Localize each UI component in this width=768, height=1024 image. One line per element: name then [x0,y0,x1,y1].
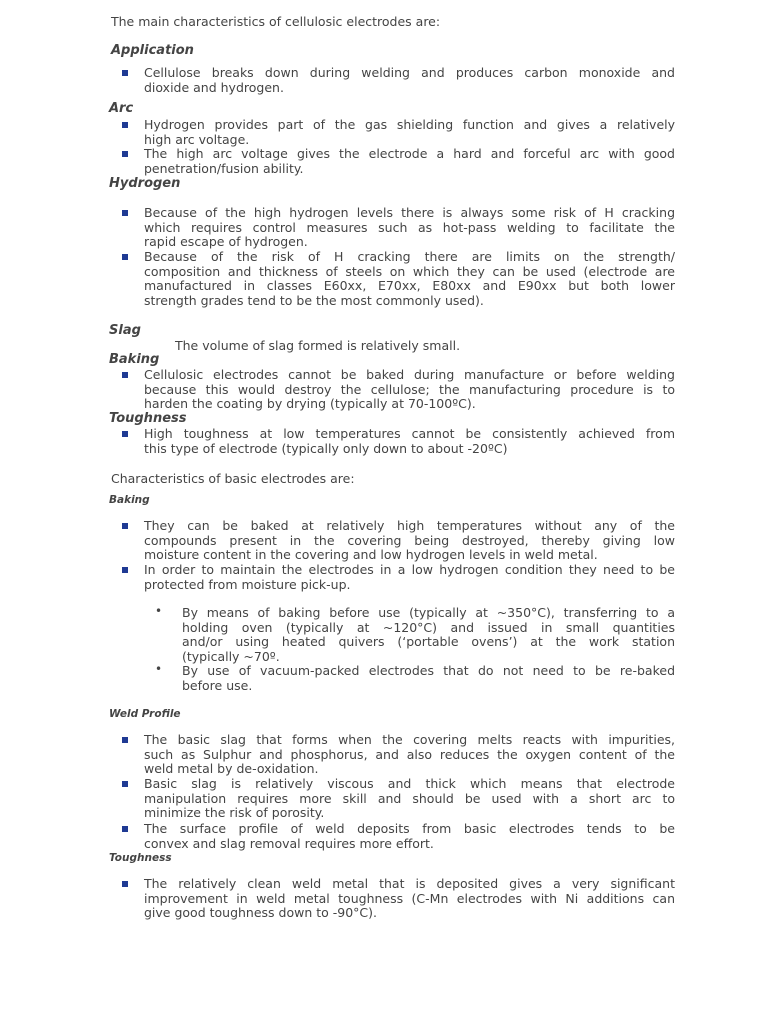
text-line: strength grades tend to be the most commonly used). [144,293,484,309]
text-line: Because of the high hydrogen levels there is always some risk of H cracking [144,205,675,220]
text-line: rapid escape of hydrogen. [144,234,308,250]
text-line: In order to maintain the electrodes in a low hydrogen condition they need to be [144,562,675,577]
text-line: Because of the risk of H cracking there are limits on the strength/ [144,249,675,264]
text-line: High toughness at low temperatures cannot be consistently achieved from [144,426,675,441]
weld-profile-item-1 [144,733,675,777]
text-line: They can be baked at relatively high temperatures without any of the [144,518,675,533]
cellulosic-intro: The main characteristics of cellulosic electrodes are: [111,14,441,29]
text-line: give good toughness down to -90°C). [144,905,378,921]
text-line: because this would destroy the cellulose; the manufacturing procedure is to [144,381,675,397]
square-bullet-icon [122,70,128,76]
text-line: before use. [182,677,253,693]
text-line: composition and thickness of steels on which they can be used (electrode are [144,263,675,279]
weld-profile-item-2 [144,777,675,821]
basic-intro: Characteristics of basic electrodes are: [111,471,355,486]
square-bullet-icon [122,881,128,887]
basic-toughness-item-1 [144,877,675,921]
text-line: manipulation requires more skill and should be used with a short arc to [144,790,675,806]
square-bullet-icon [122,151,128,157]
text-line: holding oven (typically at ~120°C) and issued in small quantities [182,619,675,635]
round-bullet-icon: • [155,662,163,676]
text-line: this type of electrode (typically only down to about -20ºC) [144,440,508,456]
text-line: Cellulose breaks down during welding and produces carbon monoxide and [144,65,675,80]
toughness-item-1 [144,427,675,456]
text-line: such as Sulphur and phosphorus, and also reduces the oxygen content of the [144,746,675,762]
square-bullet-icon [122,254,128,260]
text-line: which requires control measures such as hot-pass welding to facilitate the [144,219,675,235]
square-bullet-icon [122,372,128,378]
text-line: By use of vacuum-packed electrodes that do not need to be re-baked [182,663,675,678]
square-bullet-icon [122,210,128,216]
heading-application: Application [111,43,194,58]
text-line: dioxide and hydrogen. [144,79,284,95]
text-line: compounds present in the covering being destroyed, thereby giving low [144,532,675,548]
basic-baking-item-1 [144,519,675,563]
basic-baking-item-2 [144,563,675,592]
text-line: and/or using heated quivers (‘portable ovens’) at the work station [182,634,675,650]
text-line: moisture content in the covering and low hydrogen levels in weld metal. [144,547,598,563]
text-line: Hydrogen provides part of the gas shielding function and gives a relatively [144,117,675,132]
basic-baking-subitem-1 [182,606,675,665]
application-item-1 [144,66,675,95]
slag-text: The volume of slag formed is relatively small. [175,338,461,353]
square-bullet-icon [122,523,128,529]
square-bullet-icon [122,567,128,573]
text-line: manufactured in classes E60xx, E70xx, E80xx and E90xx but both lower [144,278,675,294]
heading-basic-toughness: Toughness [109,852,172,864]
text-line: penetration/fusion ability. [144,160,304,176]
heading-baking: Baking [109,352,160,367]
square-bullet-icon [122,431,128,437]
text-line: By means of baking before use (typically at ~350°C), transferring to a [182,605,675,620]
text-line: harden the coating by drying (typically at 70-100ºC). [144,396,476,412]
weld-profile-item-3 [144,822,675,851]
text-line: The high arc voltage gives the electrode a hard and forceful arc with good [144,146,675,161]
basic-baking-subitem-2 [182,664,675,693]
text-line: minimize the risk of porosity. [144,805,325,821]
square-bullet-icon [122,737,128,743]
text-line: protected from moisture pick-up. [144,576,351,592]
arc-item-1 [144,118,675,147]
text-line: improvement in weld metal toughness (C-Mn electrodes with Ni additions can [144,890,675,906]
hydrogen-item-2 [144,250,675,309]
heading-arc: Arc [109,101,134,116]
square-bullet-icon [122,826,128,832]
text-line: weld metal by de-oxidation. [144,761,319,777]
arc-item-2 [144,147,675,176]
heading-hydrogen: Hydrogen [109,176,181,191]
heading-toughness: Toughness [109,411,187,426]
square-bullet-icon [122,122,128,128]
heading-slag: Slag [109,323,141,338]
round-bullet-icon: • [155,604,163,618]
text-line: convex and slag removal requires more effort. [144,835,434,851]
text-line: The basic slag that forms when the covering melts reacts with impurities, [144,732,675,747]
text-line: high arc voltage. [144,131,250,147]
baking-item-1 [144,368,675,412]
heading-basic-baking: Baking [109,494,150,506]
square-bullet-icon [122,781,128,787]
heading-weld-profile: Weld Profile [109,708,181,720]
text-line: Basic slag is relatively viscous and thick which means that electrode [144,776,675,791]
text-line: The surface profile of weld deposits from basic electrodes tends to be [144,821,675,836]
text-line: (typically ~70º. [182,649,280,665]
text-line: The relatively clean weld metal that is deposited gives a very significant [144,876,675,891]
text-line: Cellulosic electrodes cannot be baked during manufacture or before welding [144,367,675,382]
hydrogen-item-1 [144,206,675,250]
